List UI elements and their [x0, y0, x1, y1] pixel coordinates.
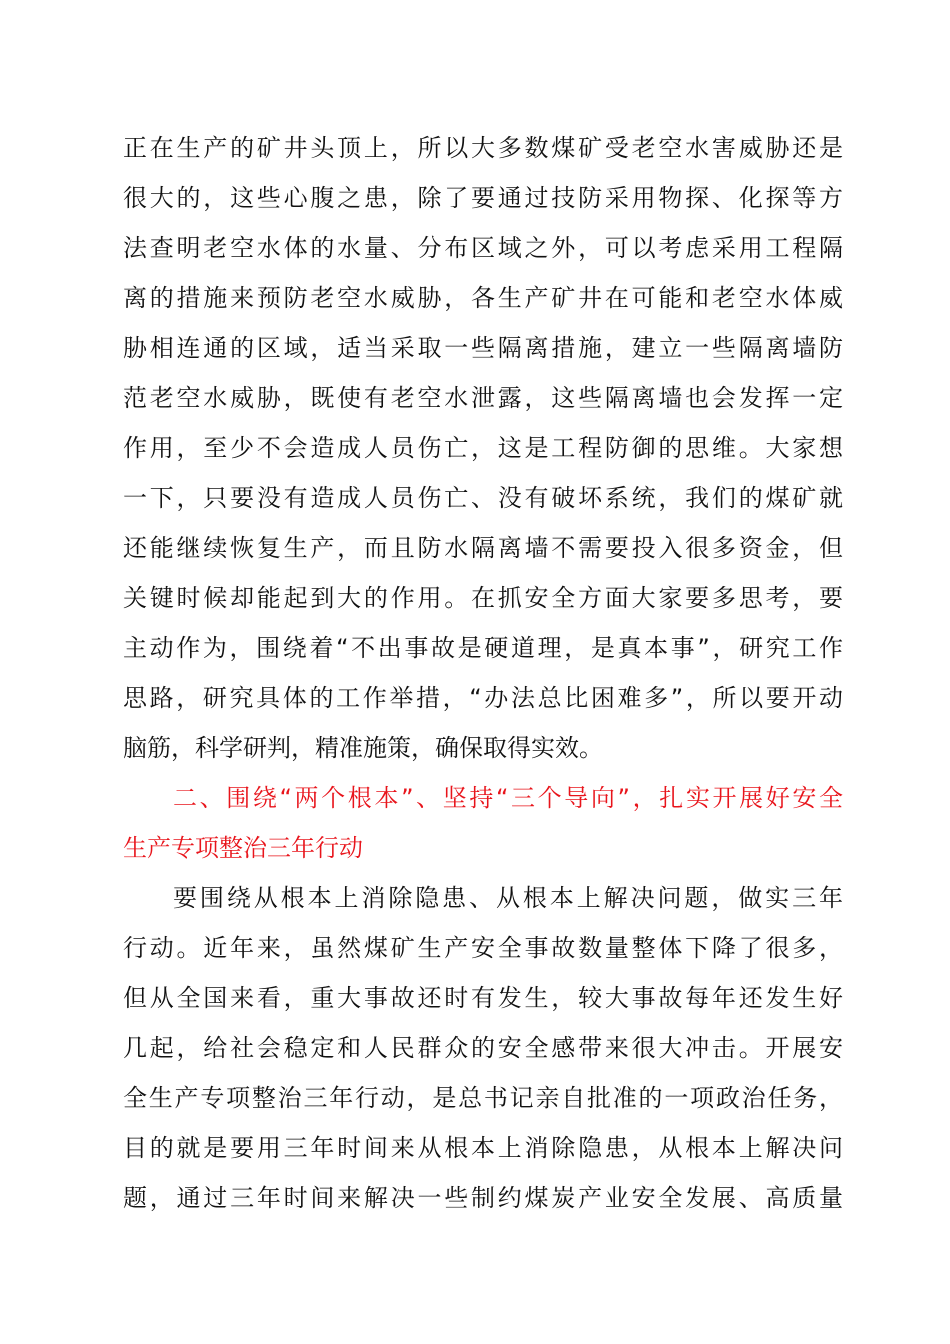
body-paragraph-1	[123, 123, 843, 773]
text-line: 还能继续恢复生产，而且防水隔离墙不需要投入很多资金，但	[123, 534, 843, 562]
text-line: 法查明老空水体的水量、分布区域之外，可以考虑采用工程隔	[123, 234, 843, 262]
text-line: 脑筋，科学研判，精准施策，确保取得实效。	[123, 734, 603, 762]
text-line: 离的措施来预防老空水威胁，各生产矿井在可能和老空水体威	[123, 284, 843, 312]
heading-line: 二、围绕“两个根本”、坚持“三个导向”，扎实开展好安全	[173, 784, 843, 812]
text-line: 思路，研究具体的工作举措，“办法总比困难多”，所以要开动	[123, 684, 843, 712]
section-heading-2	[123, 773, 843, 873]
heading-line: 生产专项整治三年行动	[123, 834, 363, 862]
text-line: 行动。近年来，虽然煤矿生产安全事故数量整体下降了很多，	[123, 934, 843, 962]
text-line: 关键时候却能起到大的作用。在抓安全方面大家要多思考，要	[123, 584, 843, 612]
text-line: 但从全国来看，重大事故还时有发生，较大事故每年还发生好	[123, 984, 843, 1012]
text-line: 范老空水威胁，既使有老空水泄露，这些隔离墙也会发挥一定	[123, 384, 843, 412]
text-line: 全生产专项整治三年行动，是总书记亲自批准的一项政治任务，	[123, 1084, 843, 1112]
text-line: 目的就是要用三年时间来从根本上消除隐患，从根本上解决问	[123, 1134, 843, 1162]
body-paragraph-2	[123, 873, 843, 1223]
text-line: 主动作为，围绕着“不出事故是硬道理，是真本事”，研究工作	[123, 634, 843, 662]
text-line: 要围绕从根本上消除隐患、从根本上解决问题，做实三年	[173, 884, 843, 912]
text-line: 正在生产的矿井头顶上，所以大多数煤矿受老空水害威胁还是	[123, 134, 843, 162]
text-line: 作用，至少不会造成人员伤亡，这是工程防御的思维。大家想	[123, 434, 843, 462]
text-line: 胁相连通的区域，适当采取一些隔离措施，建立一些隔离墙防	[123, 334, 843, 362]
text-line: 很大的，这些心腹之患，除了要通过技防采用物探、化探等方	[123, 184, 843, 212]
text-line: 一下，只要没有造成人员伤亡、没有破坏系统，我们的煤矿就	[123, 484, 843, 512]
text-line: 几起，给社会稳定和人民群众的安全感带来很大冲击。开展安	[123, 1034, 843, 1062]
text-line: 题，通过三年时间来解决一些制约煤炭产业安全发展、高质量	[123, 1184, 843, 1212]
